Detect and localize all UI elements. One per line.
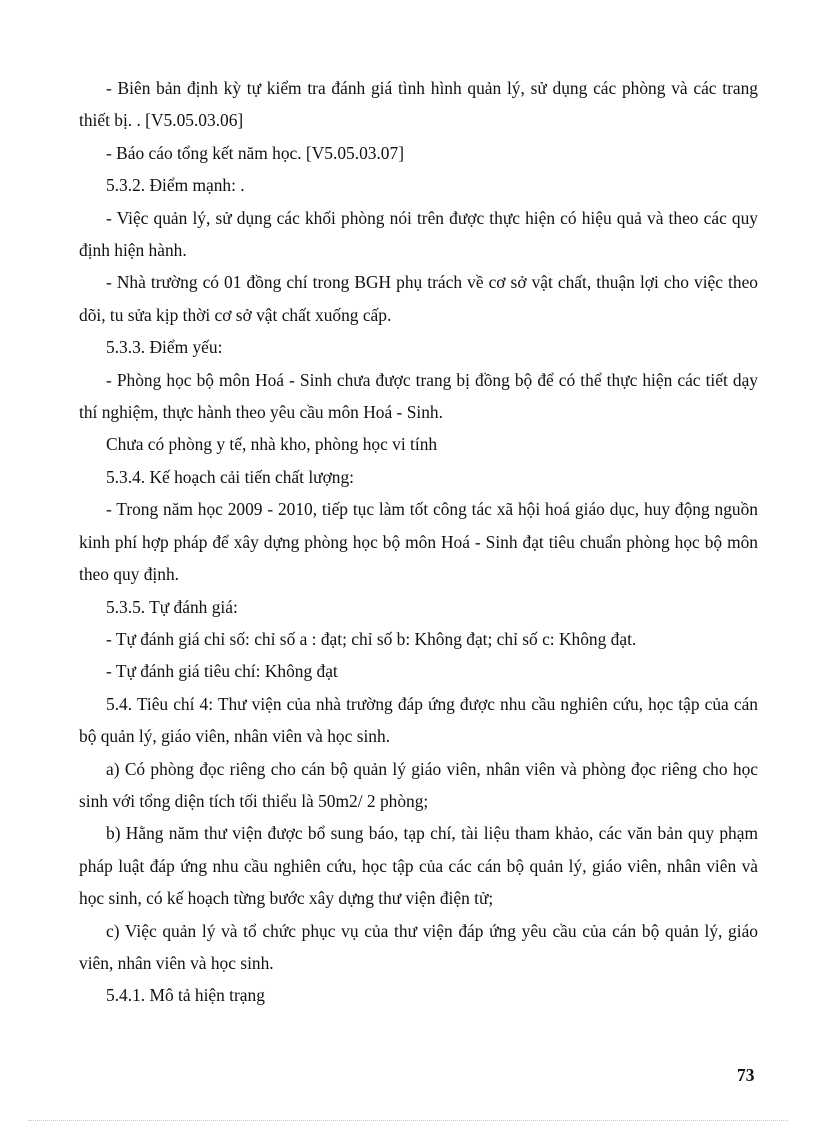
paragraph-annual-report: - Báo cáo tổng kết năm học. [V5.05.03.07] [106, 142, 404, 163]
paragraph-missing-rooms: Chưa có phòng y tế, nhà kho, phòng học vi tính [106, 434, 438, 455]
paragraph-indicator-assessment: - Tự đánh giá chỉ số: chỉ số a : đạt; chỉ số b: Không đạt; chỉ số c: Không đạt. [106, 628, 637, 649]
heading-self-assessment-5-3-5: 5.3.5. Tự đánh giá: [106, 596, 238, 617]
paragraph-inspection-minutes: - Biên bản định kỳ tự kiểm tra đánh giá tình hình quản lý, sử dụng các phòng và các trang thiết bị. . [V5.05.03.06] [79, 78, 758, 131]
heading-current-status-5-4-1: 5.4.1. Mô tả hiện trạng [106, 985, 265, 1006]
paragraph-chemistry-biology-room: - Phòng học bộ môn Hoá - Sinh chưa được trang bị đồng bộ để có thể thực hiện các tiết dạy thí nghiệm, thực hành theo yêu cầu môn Hoá - Sinh. [79, 369, 758, 423]
document-body [79, 72, 758, 1012]
paragraph-room-management: - Việc quản lý, sử dụng các khối phòng nói trên được thực hiện có hiệu quả và theo các quy định hiện hành. [79, 207, 758, 261]
paragraph-criterion-assessment: - Tự đánh giá tiêu chí: Không đạt [106, 661, 338, 682]
page-bottom-dotted-line [28, 1120, 788, 1121]
page-number: 73 [737, 1065, 755, 1085]
paragraph-reading-rooms: a) Có phòng đọc riêng cho cán bộ quản lý giáo viên, nhân viên và phòng đọc riêng cho học sinh với tổng diện tích tối thiểu là 50m2/ 2 phòng; [79, 758, 758, 811]
paragraph-bgh-responsibility: - Nhà trường có 01 đồng chí trong BGH phụ trách về cơ sở vật chất, thuận lợi cho việc theo dõi, tu sửa kịp thời cơ sở vật chất xuống cấp. [79, 272, 758, 325]
paragraph-library-management: c) Việc quản lý và tổ chức phục vụ của thư viện đáp ứng yêu cầu của cán bộ quản lý, giáo viên, nhân viên và học sinh. [79, 920, 758, 973]
paragraph-library-supplements: b) Hằng năm thư viện được bổ sung báo, tạp chí, tài liệu tham khảo, các văn bản quy phạm pháp luật đáp ứng nhu cầu nghiên cứu, học tập của các cán bộ quản lý, giáo viên, nhân viên và học sinh, có kế hoạch từng bước xây dựng thư viện điện tử; [79, 823, 758, 909]
paragraph-2009-2010-plan: - Trong năm học 2009 - 2010, tiếp tục làm tốt công tác xã hội hoá giáo dục, huy động nguồn kinh phí hợp pháp để xây dựng phòng học bộ môn Hoá - Sinh đạt tiêu chuẩn phòng học bộ môn theo quy định. [79, 499, 758, 585]
heading-improvement-plan-5-3-4: 5.3.4. Kế hoạch cải tiến chất lượng: [106, 466, 355, 487]
heading-strengths-5-3-2: 5.3.2. Điểm mạnh: . [106, 175, 245, 196]
heading-criterion-5-4-library: 5.4. Tiêu chí 4: Thư viện của nhà trường đáp ứng được nhu cầu nghiên cứu, học tập của cán bộ quản lý, giáo viên, nhân viên và học sinh. [79, 693, 758, 747]
heading-weaknesses-5-3-3: 5.3.3. Điểm yếu: [106, 337, 223, 358]
